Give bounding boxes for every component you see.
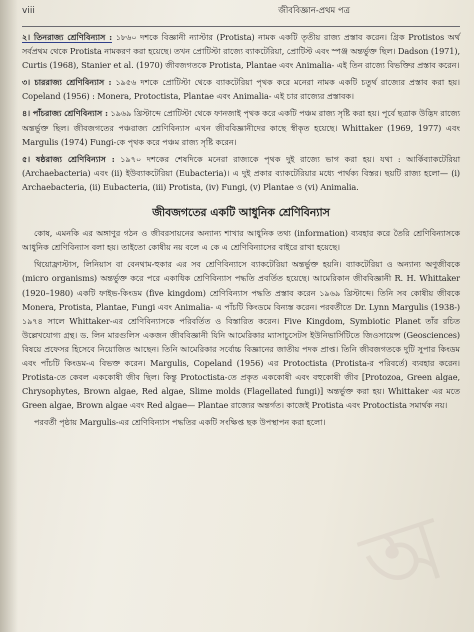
paragraph-five-kingdom: [22, 106, 460, 148]
running-head: জীববিজ্ঞান-প্রথম পত্র: [278, 6, 350, 16]
paragraph-label: ৩। চাররাজ্য শ্রেণিবিন্যাস :: [22, 77, 112, 88]
modern-paragraph-1: কোষ, এমনকি এর অঙ্গাণুর গঠন ও জীবরসায়নের অন্যান্য শাখার আধুনিক তথ্য (information) ব্যবহার করে তৈরি শ্রেণিবিন্যাসকে আধুনিক শ্রেণিবিন্যাস বলা হয়। তাইতো কোষীয় নয় বলে এ কে এ শ্রেণিবিন্যাসের বাইরে রাখা হয়েছে।: [22, 228, 460, 253]
paragraph-six-kingdom: [22, 152, 460, 194]
modern-paragraph-2: থিয়োফ্রাস্টাস, লিনিয়াস বা বেনথাম-হুকার এর সব শ্রেণিবিন্যাসে ব্যাকটেরিয়া অন্তর্ভুক্ত হয়নি। ব্যাকটেরিয়া ও অন্যান্য অণুজীবকে (micro organisms) অন্তর্ভুক্ত করে পরে একাধিক শ্রেণিবিন্যাস পদ্ধতি প্রবর্তিত হয়েছে। আমেরিকান জীববিজ্ঞানী R. H. Whittaker (1920–1980) একটি ফাইভ-কিংডম (five kingdom) শ্রেণিবিন্যাস পদ্ধতি প্রস্তাব করেন ১৯৬৯ খ্রিস্টাব্দে। তিনি সব কোষীয় জীবকে Monera, Protista, Plantae, Fungi এবং Animalia- এ পাঁচটি কিংডমে বিন্যস্ত করেন। পরবর্তীতে Dr. Lynn Margulis (1938-) ১৯৭৪ সালে Whittaker-এর শ্রেণিবিন্যাসকে পরিবর্তিত ও বিস্তারিত করেন। Five Kingdom, Symbiotic Planet তাঁর রচিত উল্লেখযোগ্য গ্রন্থ। ড. লিন মারগুলিস একজন জীববিজ্ঞানী যিনি আমেরিকার ম্যাসাচুসেটস ইউনিভার্সিটিতে জিওসায়েন্স (Geosciences) বিষয়ে প্রফেসর হিসেবে নিয়োজিত আছেন। তিনি আমেরিকার সর্বোচ্চ বিজ্ঞানের জাতীয় পদক প্রাপ্ত। তিনি জীবজগতকে দুটি সুপার কিংডম এবং পাঁচটি কিংডম-এ বিভক্ত করেন। Margulis, Copeland (1956) এর Protoctista (Protista-র পরিবর্তে) ব্যবহার করেন। Protista-তে কেবল এককোষী জীব ছিল। কিন্তু Protoctista-তে প্রকৃত এককোষী এবং বহুকোষী জীব [Protozoa, Green algae, Chrysophytes, Brown algae, Red algae, Slime molds (Flagellated fungi)] অন্তর্ভুক্ত করা হয়। Whittaker এর মতে Green algae, Brown algae এবং Red algae— Plantae রাজ্যের অন্তর্গত। কাজেই Protista এবং Protoctista সমার্থক নয়।: [22, 259, 460, 411]
watermark-logo: অ: [350, 495, 457, 620]
body-text: [22, 30, 460, 429]
page-header: [22, 4, 460, 27]
paragraph-three-kingdom: [22, 30, 460, 72]
page-number: viii: [22, 6, 35, 16]
modern-paragraph-3: পরবর্তী পৃষ্ঠায় Margulis-এর শ্রেণিবিন্যাস পদ্ধতির একটি সংক্ষিপ্ত ছক উপস্থাপন করা হলো।: [34, 417, 326, 428]
paragraph-four-kingdom: [22, 75, 460, 103]
paragraph-label: ৪। পাঁচরাজ্য শ্রেণিবিন্যাস :: [22, 108, 108, 119]
paragraph-text: ১৯৬৯ খ্রিস্টাব্দে প্রোটিস্টা থেকে ফানজাই পৃথক করে একটি পঞ্চম রাজ্য সৃষ্টি করা হয়। পূর্বে ছত্রাক উদ্ভিদ রাজ্যে অন্তর্ভুক্ত ছিল। জীবজগতের পঞ্চরাজ্য শ্রেণিবিন্যাস এখন জীববিজ্ঞানীদের কাছে স্বীকৃত হয়েছে। Whittaker (1969, 1977) এবং Margulis (1974) Fungi-কে পৃথক করে পঞ্চম রাজ্য সৃষ্টি করেন।: [22, 108, 460, 147]
paragraph-label: ২। তিনরাজ্য শ্রেণিবিন্যাস :: [22, 32, 113, 42]
binding-shadow: [0, 0, 18, 632]
paragraph-text: ১৯৫৬ দশকে প্রোটিস্টা থেকে ব্যাকটেরিয়া পৃথক করে মনেরা নামক একটি চতুর্থ রাজ্যের প্রস্তাব করা হয়। Copeland (1956) : Monera, Protoctista, Plantae এবং Animalia- এই চার রাজ্যের প্রস্তাবক।: [22, 77, 460, 102]
paragraph-text: ১৯৭০ দশকের শেষদিকে মনেরা রাজ্যকে পৃথক দুই রাজ্যে ভাগ করা হয়। যথা : আর্কিব্যাকটেরিয়া (Archaebacteria) এবং (ii) ইউব্যাকটেরিয়া (Eubacteria)। এ দুই প্রকার ব্যাকটেরিয়ার মধ্যে পার্থক্য বিস্তর। ছয়টি রাজ্য হলো— (i) Archaebacteria, (ii) Eubacteria, (iii) Protista, (iv) Fungi, (v) Plantae ও (vi) Animalia.: [22, 153, 460, 192]
paragraph-label: ৫। ষষ্ঠরাজ্য শ্রেণিবিন্যাস :: [22, 153, 115, 164]
section-heading: জীবজগতের একটি আধুনিক শ্রেণিবিন্যাস: [152, 206, 330, 220]
paragraph-text: ১৮৬০ দশকে বিজ্ঞানী ন্যাস্টার (Protista) নামক একটি তৃতীয় রাজ্য প্রস্তাব করেন। গ্রিক Protistos অর্থ সর্বপ্রথম থেকে Protista নামকরণ করা হয়েছে। তখন প্রোটিস্টা রাজ্যে ব্যাকটেরিয়া, প্রোটিস্ট এবং স্পঞ্জ অন্তর্ভুক্ত ছিল। Dadson (1971), Curtis (1968), Stanier et al. (1970) জীবজগতকে Protista, Plantae এবং Animalia- এই তিন রাজ্যে বিভক্তির প্রস্তাব করেন।: [22, 32, 460, 71]
